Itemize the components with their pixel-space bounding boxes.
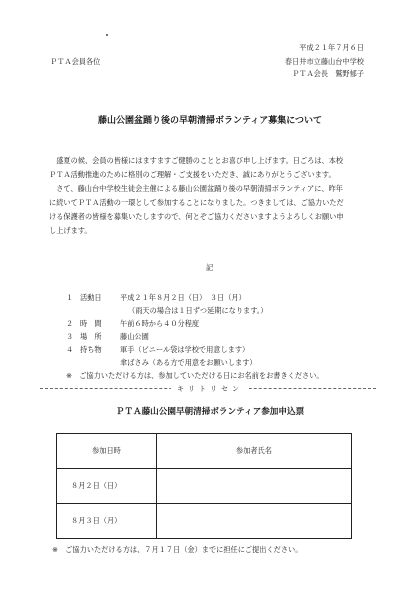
detail-1-value: 平成２１年８月２日（日） ３日（月）	[120, 293, 246, 302]
detail-1-num: １	[66, 293, 74, 302]
signup-table	[56, 433, 352, 539]
detail-4-value-2: 傘ばさみ（ある方で用意をお願いします）	[120, 358, 257, 367]
detail-4-num: ４	[66, 345, 74, 354]
body-line-6: し上げます。	[49, 226, 92, 235]
detail-4-label: 持ち物	[80, 345, 102, 354]
signup-date-2: ８月３日（月）	[57, 504, 157, 539]
detail-2-value: 午前６時から４０分程度	[120, 319, 200, 328]
detail-3-label: 場 所	[80, 332, 102, 341]
detail-3-value: 藤山公園	[120, 332, 149, 341]
note-participation: ※ ご協力いただける方は、参加していただける日にお名前をお書きください。	[66, 371, 324, 380]
document-title: 藤山公園盆踊り後の早朝清掃ボランティア募集について	[97, 116, 323, 126]
detail-2-label: 時 間	[80, 319, 102, 328]
recipient: ＰＴＡ会員各位	[50, 57, 101, 66]
body-line-5: ける保護者の皆様を募集いたしますので、何とぞご協力くださいますようよろしくお願い申	[49, 212, 344, 221]
document-date: 平成２１年７月６日	[299, 43, 364, 52]
signup-date-1: ８月２日（日）	[57, 469, 157, 504]
table-row	[57, 469, 352, 504]
cut-label-text: キリトリセン	[171, 385, 249, 393]
column-header-name: 参加者氏名	[157, 434, 352, 469]
body-line-2: ＰＴＡ活動推進のために格別のご理解・ご支援をいただき、誠にありがとうございます。	[49, 170, 336, 179]
detail-2-num: ２	[66, 319, 74, 328]
detail-1-label: 活動日	[80, 293, 102, 302]
signup-header-row	[57, 434, 352, 469]
column-header-date: 参加日時	[57, 434, 157, 469]
detail-3-num: ３	[66, 332, 74, 341]
ki-heading: 記	[206, 263, 214, 272]
table-row	[57, 504, 352, 539]
body-line-1: 盛夏の候、会員の皆様にはますますご健勝のこととお喜び申し上げます。日ごろは、本校	[49, 156, 344, 165]
cut-label	[0, 384, 420, 394]
body-line-4: に続いてＰＴＡ活動の一環として参加することになりました。つきましては、ご協力いただ	[49, 198, 344, 207]
school-name: 春日井市立藤山台中学校	[284, 57, 364, 66]
scan-speck	[106, 34, 108, 36]
detail-4-value: 軍手（ビニール袋は学校で用意します）	[120, 345, 250, 354]
participant-name-field-2[interactable]	[157, 504, 352, 539]
detail-1-note: （雨天の場合は１日ずつ延期になります。）	[128, 306, 268, 315]
sender-name: ＰＴＡ会長 鷲野郁子	[292, 69, 364, 78]
participant-name-field-1[interactable]	[157, 469, 352, 504]
note-submission: ※ ご協力いただける方は、７月１７日（金）までに担任にご提出ください。	[52, 545, 303, 554]
body-line-3: さて、藤山台中学校生徒会主催による藤山公園盆踊り後の早朝清掃ボランティアに、昨年	[49, 184, 343, 193]
form-title: ＰＴＡ藤山公園早朝清掃ボランティア参加申込票	[115, 407, 305, 417]
